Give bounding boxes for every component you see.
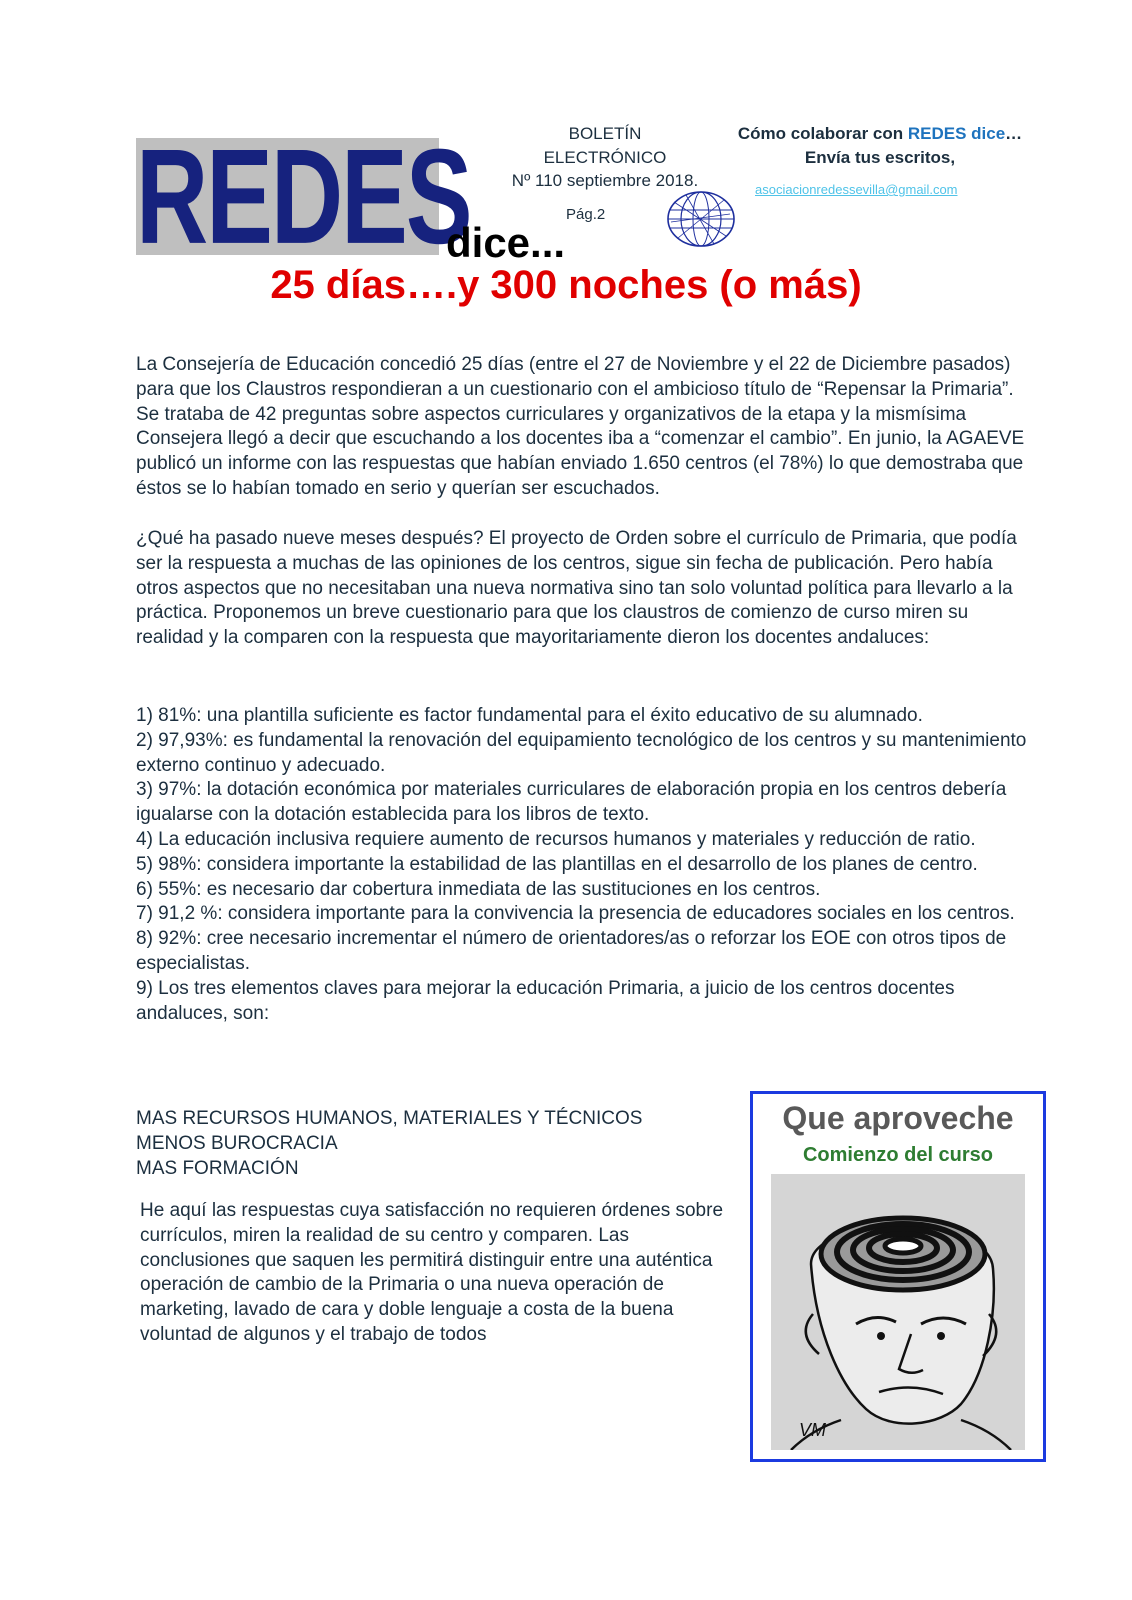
cartoon-title: Que aproveche: [782, 1100, 1014, 1136]
list-item: 4) La educación inclusiva requiere aumento de recursos humanos y materiales y reducción de ratio.: [136, 828, 976, 850]
list-item: 9) Los tres elementos claves para mejorar la educación Primaria, a juicio de los centros docentes andaluces, son:: [136, 977, 955, 1024]
list-item: 3) 97%: la dotación económica por materiales curriculares de elaboración propia en los centros debería igualarse con la dotación establecida para los libros de texto.: [136, 779, 1007, 826]
list-item: 1) 81%: una plantilla suficiente es factor fundamental para el éxito educativo de su alumnado.: [136, 705, 923, 726]
collaboration-heading: [715, 124, 1045, 144]
collab-brand: REDES dice: [907, 124, 1006, 143]
list-item: 8) 92%: cree necesario incrementar el número de orientadores/as o reforzar los EOE con otros tipos de especialistas.: [136, 928, 1007, 974]
page-number: Pág.2: [566, 206, 606, 223]
redes-logo: [136, 120, 471, 273]
second-paragraph: [136, 527, 1036, 651]
survey-results-list: [136, 704, 1036, 1026]
collab-prefix: Cómo colaborar con: [737, 124, 908, 143]
artist-signature: VM: [799, 1420, 826, 1440]
globe-icon: [666, 190, 736, 248]
closing-paragraph: He aquí las respuestas cuya satisfacción no requieren órdenes sobre currículos, miren la realidad de su centro y comparen. Las conclusiones que saquen les permitirá distinguir entre una auténtica operación de cambio de la Primaria o una nueva operación de marketing, lavado de cara y doble lenguaje a costa de la buena voluntad de algunos y el trabajo de todos: [140, 1200, 724, 1345]
paragraph-text: La Consejería de Educación concedió 25 días (entre el 27 de Noviembre y el 22 de Diciembre pasados) para que los Claustros respondieran a un cuestionario con el ambicioso título de “Repensar la Primaria”. Se trataba de 42 preguntas sobre aspectos curriculares y organizativos de la etapa y la mismísima Consejera llegó a decir que escuchando a los docentes iba a “comenzar el cambio”. En junio, la AGAEVE publicó un informe con las respuestas que habían enviado 1.650 centros (el 78%) lo que demostraba que éstos se lo habían tomado en serio y querían ser escuchados.: [136, 354, 1025, 499]
logo-suffix: dice...: [446, 219, 566, 266]
paragraph-text: ¿Qué ha pasado nueve meses después? El proyecto de Orden sobre el currículo de Primaria, que podía ser la respuesta a muchas de las opiniones de los centros, sigue sin fecha de publicación. Pero había otros aspectos que no necesitaban una nueva normativa sino tan solo voluntad política para llevarlo a la práctica. Proponemos un breve cuestionario para que los claustros de comienzo de curso miren su realidad y la comparen con la respuesta que mayoritariamente dieron los docentes andaluces:: [136, 528, 1017, 649]
bulletin-issue: Nº 110 septiembre 2018.: [511, 171, 699, 190]
list-item: 2) 97,93%: es fundamental la renovación del equipamiento tecnológico de los centros y su mantenimiento externo continuo y adecuado.: [136, 729, 1027, 776]
key-element: MENOS BUROCRACIA: [136, 1132, 338, 1154]
bulletin-label: BOLETÍN: [568, 124, 642, 143]
bulletin-type: ELECTRÓNICO: [543, 148, 667, 167]
cartoon-box: [750, 1091, 1046, 1462]
intro-paragraph: [136, 353, 1036, 502]
cartoon-illustration: [771, 1174, 1025, 1450]
key-element: MAS RECURSOS HUMANOS, MATERIALES Y TÉCNICOS: [136, 1108, 643, 1129]
email-link[interactable]: asociacionredessevilla@gmail.com: [755, 182, 958, 197]
list-item: 7) 91,2 %: considera importante para la convivencia la presencia de educadores sociales en los centros.: [136, 903, 1015, 925]
key-element: MAS FORMACIÓN: [136, 1157, 299, 1179]
cartoon-subtitle: Comienzo del curso: [802, 1144, 994, 1166]
collaboration-instruction: Envía tus escritos,: [804, 148, 956, 167]
collab-suffix: …: [1005, 124, 1023, 143]
list-item: 6) 55%: es necesario dar cobertura inmediata de las sustituciones en los centros.: [136, 878, 821, 900]
article-title: 25 días….y 300 noches (o más): [270, 263, 862, 307]
list-item: 5) 98%: considera importante la estabilidad de las plantillas en el desarrollo de los planes de centro.: [136, 853, 978, 875]
logo-wordmark: REDES: [136, 120, 471, 273]
